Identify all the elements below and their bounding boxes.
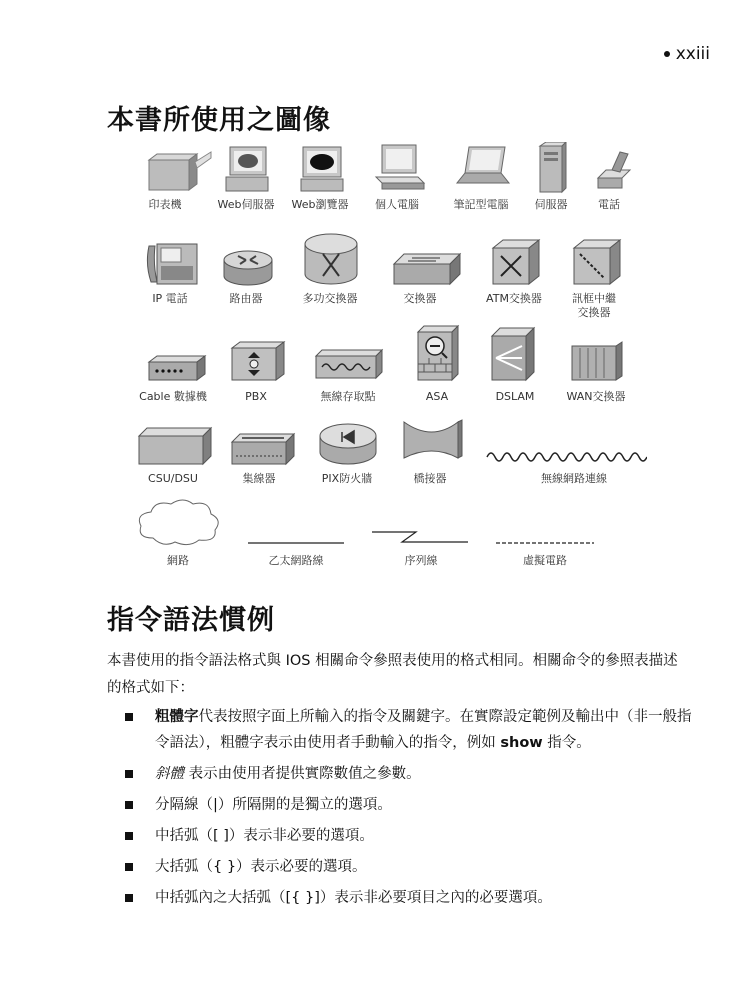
label-printer: 印表機 xyxy=(148,198,182,211)
list-item xyxy=(125,792,695,818)
wan-switch-icon xyxy=(568,340,624,384)
serial-line-icon xyxy=(372,528,468,544)
label-server: 伺服器 xyxy=(534,198,568,211)
label-cable-modem: Cable 數據機 xyxy=(139,390,207,403)
label-router: 路由器 xyxy=(229,292,263,305)
intro-paragraph: 本書使用的指令語法格式與 IOS 相關命令參照表使用的格式相同。相關命令的參照表描述的格式如下： xyxy=(107,653,678,696)
label-pc: 個人電腦 xyxy=(375,198,419,211)
bullet-square xyxy=(125,713,133,721)
server-icon xyxy=(536,142,570,194)
web-browser-icon xyxy=(297,145,347,195)
network-cloud-icon xyxy=(133,496,223,548)
csu-dsu-icon xyxy=(135,426,215,468)
label-virtual-circuit: 虛擬電路 xyxy=(523,554,567,567)
label-wireless-connection: 無線網路連線 xyxy=(541,472,607,485)
asa-icon xyxy=(414,324,462,384)
bullet-text: 表示由使用者提供實際數值之參數。 xyxy=(184,766,421,782)
bullet-text-end: 指令。 xyxy=(542,735,591,751)
label-phone: 電話 xyxy=(598,198,620,211)
label-dslam: DSLAM xyxy=(495,390,535,403)
label-wireless-ap: 無線存取點 xyxy=(320,390,376,403)
bullet-text: 大括弧（{ }）表示必要的選項。 xyxy=(155,859,367,875)
printer-icon xyxy=(145,150,213,195)
list-item xyxy=(125,854,695,880)
bullet-square xyxy=(125,894,133,902)
router-icon xyxy=(220,248,276,288)
label-csu-dsu: CSU/DSU xyxy=(148,472,198,485)
bullet-square xyxy=(125,863,133,871)
label-wan-switch: WAN交換器 xyxy=(566,390,626,403)
list-item xyxy=(125,704,695,756)
bullet-text: 分隔線（|）所隔開的是獨立的選項。 xyxy=(155,797,392,813)
laptop-icon xyxy=(455,145,513,193)
label-ethernet: 乙太網路線 xyxy=(268,554,324,567)
italic-term: 斜體 xyxy=(155,766,184,782)
label-network: 網路 xyxy=(167,554,189,567)
list-item xyxy=(125,885,695,911)
label-pix-firewall: PIX防火牆 xyxy=(321,472,373,485)
web-server-icon xyxy=(222,145,272,195)
label-laptop: 筆記型電腦 xyxy=(453,198,509,211)
bullet-square xyxy=(125,801,133,809)
label-serial-line: 序列線 xyxy=(404,554,438,567)
wireless-connection-icon xyxy=(485,448,647,466)
bullet-square xyxy=(125,832,133,840)
command-show: show xyxy=(500,735,543,751)
label-ip-phone: IP 電話 xyxy=(152,292,188,305)
bullet-text: 中括弧（[ ]）表示非必要的選項。 xyxy=(155,828,374,844)
label-asa: ASA xyxy=(425,390,449,403)
hub-icon xyxy=(228,432,296,468)
section-title-syntax: 指令語法慣例 xyxy=(107,605,275,636)
label-multilayer-switch: 多功交換器 xyxy=(302,292,358,305)
label-web-server: Web伺服器 xyxy=(217,198,275,211)
ip-phone-icon xyxy=(145,238,201,288)
wireless-ap-icon xyxy=(312,346,386,382)
conventions-list xyxy=(125,704,695,916)
bridge-icon xyxy=(400,418,464,468)
label-switch: 交換器 xyxy=(403,292,437,305)
frame-relay-switch-icon xyxy=(570,238,624,288)
bold-term: 粗體字 xyxy=(155,709,199,725)
virtual-circuit-icon xyxy=(496,540,594,546)
label-web-browser: Web瀏覽器 xyxy=(291,198,349,211)
pix-firewall-icon xyxy=(316,420,380,468)
switch-icon xyxy=(390,250,462,288)
label-hub: 集線器 xyxy=(242,472,276,485)
label-frame-relay-2: 交換器 xyxy=(577,306,611,319)
label-bridge: 橋接器 xyxy=(413,472,447,485)
page-number: xxiii xyxy=(664,44,710,64)
label-atm-switch: ATM交換器 xyxy=(486,292,542,305)
bullet-square xyxy=(125,770,133,778)
label-pbx: PBX xyxy=(245,390,267,403)
section-title-icons: 本書所使用之圖像 xyxy=(107,105,331,136)
pc-icon xyxy=(372,143,428,193)
bullet-text: 代表按照字面上所輸入的指令及關鍵字。在實際設定範例及輸出中（非一般指令語法），粗體字表示由使用者手動輸入的指令，例如 xyxy=(155,709,692,751)
ethernet-line-icon xyxy=(248,540,344,546)
bullet-text: 中括弧內之大括弧（[{ }]）表示非必要項目之內的必要選項。 xyxy=(155,890,552,906)
atm-switch-icon xyxy=(489,238,543,288)
phone-icon xyxy=(594,150,634,192)
dslam-icon xyxy=(488,326,542,384)
cable-modem-icon xyxy=(145,352,209,384)
list-item xyxy=(125,823,695,849)
label-frame-relay-1: 訊框中繼 xyxy=(572,292,616,305)
list-item xyxy=(125,761,695,787)
pbx-icon xyxy=(228,340,288,384)
multilayer-switch-icon xyxy=(301,232,361,288)
